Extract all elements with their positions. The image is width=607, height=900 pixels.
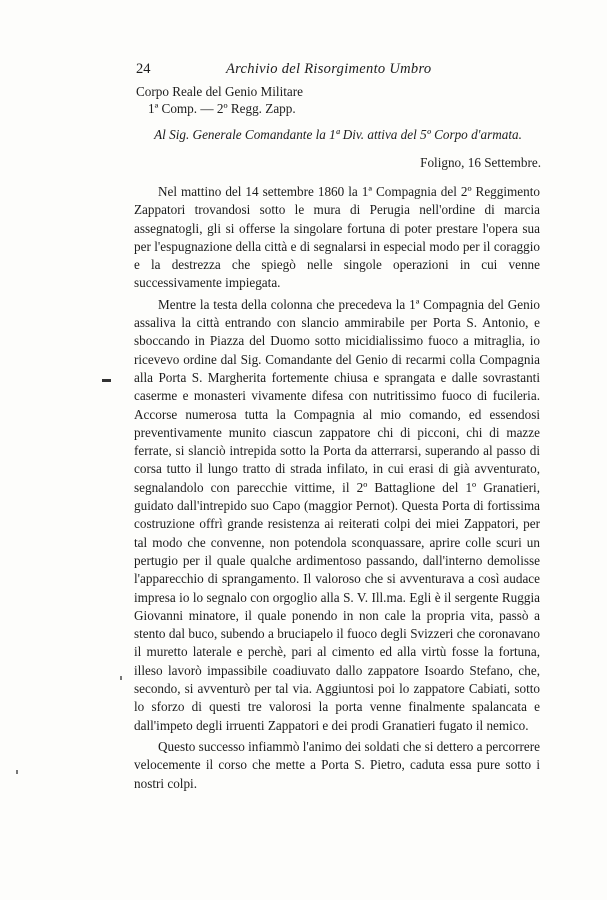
place-date: Foligno, 16 Settembre. (420, 155, 541, 170)
sender-line-2: 1ª Comp. — 2º Regg. Zapp. (148, 101, 296, 116)
paragraph: Questo successo infiammò l'animo dei soldati che si dettero a percorrere velocemente il corso che mette a Porta S. Pietro, caduta essa pure sotto i nostri colpi. (134, 738, 540, 791)
margin-mark (102, 379, 111, 382)
letter-body (134, 183, 540, 796)
addressee-line: Al Sig. Generale Comandante la 1ª Div. attiva del 5º Corpo d'armata. (154, 127, 522, 142)
page-number: 24 (136, 61, 151, 77)
paragraph: Nel mattino del 14 settembre 1860 la 1ª Compagnia del 2º Reggimento Zappatori trovandosi sotto le mura di Perugia nell'ordine di marcia assegnatogli, gli si offerse la singolare fortuna di poter prestare l'opera sua per l'espugnazione della città e di segnalarsi in especial modo per il coraggio e la destrezza che spiegò nelle singole operazioni in cui venne successivamente impiegata. (134, 184, 540, 291)
running-header (136, 61, 536, 83)
sender-line-1: Corpo Reale del Genio Militare (136, 84, 303, 99)
margin-speck (16, 770, 18, 774)
running-title: Archivio del Risorgimento Umbro (226, 61, 432, 77)
paragraph: Mentre la testa della colonna che precedeva la 1ª Compagnia del Genio assaliva la città entrando con slancio ammirabile per Porta S. Antonio, e sboccando in Piazza del Duomo sotto micidialissimo fuoco a mitraglia, io ricevevo ordine dal Sig. Comandante del Genio di recarmi colla Compagnia alla Porta S. Margherita fortemente chiusa e sprangata e dalle sovrastanti caserme e monasteri vivamente difesa con nutritissimo fuoco di fucileria. Accorse numerosa tutta la Compagnia al mio comando, ed essendosi preventivamente munito ciascun zappatore chi di picconi, chi di mazze ferrate, si slanciò intrepida sotto la Porta da atterrarsi, superando al passo di corsa tutto il lungo tratto di strada infilato, in cui erasi di già avventurato, segnalandolo con parecchie vittime, il 2º Battaglione del 1º Granatieri, guidato dall'intrepido suo Capo (maggior Pernot). Questa Porta di fortissima costruzione offrì grande resistenza ai reiterati colpi dei miei Zappatori, per tal modo che convenne, non potendola sconquassare, aprire colle scuri un pertugio per il quale qualche ardimentoso passando, dall'interno demolisse l'apparecchio di sprangamento. Il valoroso che si avventurava a così audace impresa io lo segnalo con orgoglio alla S. V. Ill.ma. Egli è il sergente Ruggia Giovanni minatore, il quale ponendo in non cale la propria vita, passò a stento dal buco, subendo a bruciapelo il fuoco degli Svizzeri che coronavano il muretto laterale e perchè, pari al cimento ed alla virtù fosse la fortuna, illeso lavorò impassibile coadiuvato dallo zappatore Isoardo Stefano, che, secondo, si avventurò per tal via. Aggiuntosi poi lo zappatore Cabiati, sotto lo sforzo di questi tre valorosi la porta venne finalmente spalancata e dall'impeto degli irruenti Zappatori e dei prodi Granatieri fugato il nemico. (134, 296, 540, 733)
margin-speck (120, 676, 122, 680)
